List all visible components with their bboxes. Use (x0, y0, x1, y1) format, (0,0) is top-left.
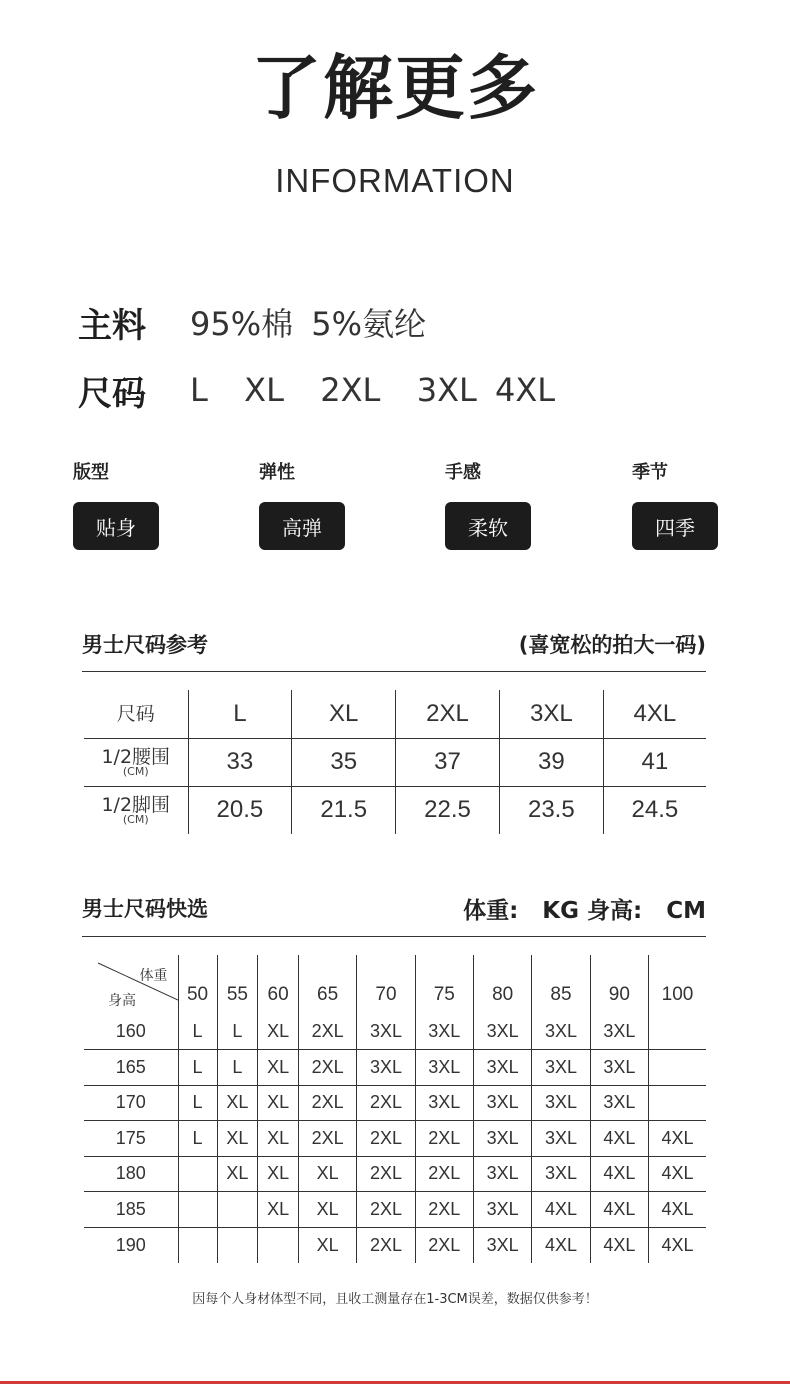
height-cell: 170 (84, 1085, 178, 1121)
size-cell: 3XL (473, 1192, 531, 1228)
page-subtitle: INFORMATION (275, 162, 515, 199)
height-cell: 165 (84, 1050, 178, 1086)
size-cell: 2XL (357, 1156, 415, 1192)
size-cell: 2XL (415, 1156, 473, 1192)
attribute-feel (445, 458, 535, 550)
page-title: 了解更多 (251, 47, 539, 129)
corner-weight-label: 体重 (139, 968, 168, 984)
footnote: 因每个人身材体型不同，且收工测量存在1-3CM误差，数据仅供参考！ (192, 1292, 598, 1307)
table-row (84, 1227, 706, 1263)
height-cell: 175 (84, 1121, 178, 1157)
attribute-label: 弹性 (259, 462, 295, 483)
size-cell: L (217, 1014, 258, 1050)
size-cell: 2XL (415, 1192, 473, 1228)
size-cell: 3XL (532, 1014, 590, 1050)
size-reference-title: 男士尺码参考 (82, 633, 208, 657)
weight-header-cell: 55 (217, 955, 258, 1014)
size-cell: 3XL (532, 1121, 590, 1157)
size-cell: 3XL (473, 1156, 531, 1192)
size-cell: L (178, 1121, 217, 1157)
unit-label: (CM) (122, 812, 149, 826)
size-cell: 3XL (357, 1050, 415, 1086)
size-cell: 4XL (649, 1121, 707, 1157)
size-cell: 2XL (298, 1085, 356, 1121)
size-cell: L (178, 1050, 217, 1086)
size-cell (649, 1014, 707, 1050)
row-header (84, 738, 188, 786)
size-cell: XL (298, 1192, 356, 1228)
size-cell: 3XL (532, 1050, 590, 1086)
table-row (84, 1156, 706, 1192)
size-cell: 4XL (590, 1227, 648, 1263)
size-cell: 3XL (473, 1121, 531, 1157)
size-cell: XL (258, 1014, 299, 1050)
divider (82, 936, 706, 937)
size-cell: 2XL (298, 1014, 356, 1050)
size-reference-header (82, 628, 706, 660)
table-cell: 22.5 (396, 786, 500, 834)
quick-select-header (82, 892, 706, 924)
weight-header-cell: 85 (532, 955, 590, 1014)
size-cell: L (217, 1050, 258, 1086)
size-cell: L (178, 1085, 217, 1121)
table-cell: 33 (188, 738, 292, 786)
size-cell: 3XL (357, 1014, 415, 1050)
size-cell: 3XL (532, 1156, 590, 1192)
size-cell: XL (298, 1227, 356, 1263)
height-cell: 180 (84, 1156, 178, 1192)
table-row (84, 1014, 706, 1050)
table-row (84, 690, 706, 738)
attribute-season (632, 458, 722, 550)
attribute-label: 季节 (632, 462, 668, 483)
size-cell: XL (217, 1121, 258, 1157)
table-cell: L (188, 690, 292, 738)
size-cell: 3XL (590, 1014, 648, 1050)
size-cell: XL (298, 1156, 356, 1192)
table-cell: 24.5 (631, 796, 679, 824)
height-cell: 160 (84, 1014, 178, 1050)
table-cell: 23.5 (499, 786, 603, 834)
unit-label: (CM) (122, 764, 149, 778)
quick-select-table (84, 955, 706, 1263)
size-cell (258, 1227, 299, 1263)
size-cell: XL (258, 1121, 299, 1157)
size-row (78, 368, 555, 412)
weight-header-cell: 65 (298, 955, 356, 1014)
size-cell (217, 1227, 258, 1263)
size-cell: 3XL (590, 1085, 648, 1121)
size-cell: 3XL (415, 1050, 473, 1086)
attribute-label: 手感 (445, 462, 481, 483)
size-cell: L (178, 1014, 217, 1050)
height-cell: 185 (84, 1192, 178, 1228)
size-cell (649, 1050, 707, 1086)
table-row (84, 1192, 706, 1228)
size-cell: XL (258, 1156, 299, 1192)
size-cell: 3XL (473, 1050, 531, 1086)
table-cell: 39 (499, 738, 603, 786)
table-cell: 35 (292, 738, 396, 786)
size-cell: 2XL (298, 1121, 356, 1157)
weight-header-cell: 80 (473, 955, 531, 1014)
table-cell: 4XL (603, 690, 706, 738)
attribute-badge: 贴身 (73, 502, 159, 550)
quick-select-title: 男士尺码快选 (82, 897, 208, 921)
size-cell: 4XL (590, 1121, 648, 1157)
size-cell (178, 1156, 217, 1192)
quick-select-units: 体重: KG 身高: CM (463, 897, 706, 924)
size-cell (217, 1192, 258, 1228)
size-cell: 3XL (473, 1014, 531, 1050)
weight-header-cell: 100 (661, 984, 694, 1005)
size-cell (649, 1085, 707, 1121)
size-cell: XL (258, 1192, 299, 1228)
attribute-badge: 四季 (632, 502, 718, 550)
size-cell (178, 1192, 217, 1228)
table-cell: 37 (396, 738, 500, 786)
attribute-badge: 柔软 (445, 502, 531, 550)
size-cell: 4XL (532, 1227, 590, 1263)
size-cell: 3XL (473, 1227, 531, 1263)
size-cell: XL (258, 1085, 299, 1121)
size-cell: XL (258, 1050, 299, 1086)
material-label: 主料 (78, 305, 146, 346)
size-cell: 4XL (649, 1192, 707, 1228)
divider (82, 671, 706, 672)
weight-header-cell: 70 (357, 955, 415, 1014)
attribute-label: 版型 (73, 462, 109, 483)
table-cell: 3XL (499, 690, 603, 738)
size-reference-table (84, 690, 706, 834)
size-cell: 4XL (532, 1192, 590, 1228)
weight-header-cell: 75 (415, 955, 473, 1014)
row-header (84, 786, 188, 834)
size-value: L XL 2XL 3XL 4XL (190, 371, 556, 409)
size-cell: 3XL (415, 1085, 473, 1121)
table-header-row (84, 955, 706, 1014)
weight-header-cell: 60 (258, 955, 299, 1014)
weight-header-cell: 90 (590, 955, 648, 1014)
table-cell: 21.5 (292, 786, 396, 834)
size-cell: 2XL (357, 1192, 415, 1228)
table-cell: 尺码 (84, 690, 188, 738)
table-row (84, 1121, 706, 1157)
weight-header-cell: 50 (178, 955, 217, 1014)
size-cell: 4XL (661, 1234, 694, 1255)
material-row (78, 300, 426, 344)
size-reference-note: (喜宽松的拍大一码) (518, 633, 706, 657)
table-row (84, 1050, 706, 1086)
height-cell: 190 (84, 1227, 178, 1263)
size-cell: 4XL (590, 1156, 648, 1192)
corner-height-label: 身高 (108, 993, 136, 1009)
size-cell: 2XL (298, 1050, 356, 1086)
size-cell: 3XL (415, 1014, 473, 1050)
attribute-badge: 高弹 (259, 502, 345, 550)
size-cell: 2XL (415, 1227, 473, 1263)
size-cell: 3XL (532, 1085, 590, 1121)
size-cell (178, 1227, 217, 1263)
hem-label: 1/2脚围 (101, 793, 171, 816)
size-cell: 4XL (649, 1156, 707, 1192)
table-cell: 2XL (396, 690, 500, 738)
size-cell: 2XL (357, 1121, 415, 1157)
waist-label: 1/2腰围 (101, 745, 171, 768)
table-row (84, 1085, 706, 1121)
size-cell: 2XL (357, 1085, 415, 1121)
corner-cell (84, 955, 178, 1014)
table-cell: 41 (603, 738, 706, 786)
size-cell: XL (217, 1085, 258, 1121)
size-cell: 3XL (473, 1085, 531, 1121)
table-row (84, 738, 706, 786)
size-cell: 2XL (357, 1227, 415, 1263)
size-label: 尺码 (78, 373, 146, 414)
size-cell: 4XL (590, 1192, 648, 1228)
size-cell: 2XL (415, 1121, 473, 1157)
attribute-fit (73, 458, 163, 550)
size-cell: 3XL (590, 1050, 648, 1086)
size-cell: XL (217, 1156, 258, 1192)
material-value: 95%棉 5%氨纶 (190, 305, 427, 343)
table-row (84, 786, 706, 834)
attribute-elasticity (259, 458, 349, 550)
table-cell: 20.5 (188, 786, 292, 834)
table-cell: XL (292, 690, 396, 738)
